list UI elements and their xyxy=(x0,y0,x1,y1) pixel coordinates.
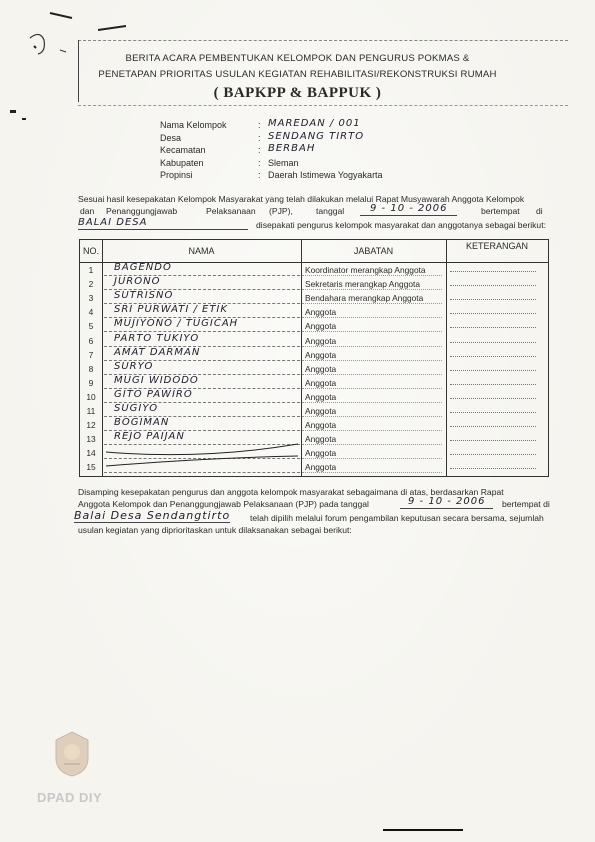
scan-bottom-mark xyxy=(383,829,463,831)
remarks-blank xyxy=(450,398,536,399)
table-row xyxy=(80,292,548,305)
member-name-handwritten: MUJIYONO / TUGICAH xyxy=(114,318,239,330)
paragraph-text: bertempat xyxy=(481,206,520,216)
table-row xyxy=(80,332,548,348)
remarks-blank xyxy=(450,271,536,272)
position-underline xyxy=(302,331,442,332)
member-position: Sekretaris merangkap Anggota xyxy=(305,279,420,290)
info-colon: : xyxy=(258,120,261,130)
remarks-blank xyxy=(450,327,536,328)
paragraph-text: Anggota Kelompok dan Penanggungjawab Pelaksanaan (PJP) pada tanggal xyxy=(78,499,369,509)
archive-seal-emblem xyxy=(50,730,94,778)
row-number: 3 xyxy=(88,293,94,304)
row-number: 13 xyxy=(86,434,96,445)
position-underline xyxy=(302,472,442,473)
position-underline xyxy=(302,388,442,389)
scan-mark xyxy=(22,118,26,120)
position-underline xyxy=(302,289,442,290)
info-colon: : xyxy=(258,145,261,156)
remarks-blank xyxy=(450,342,536,343)
member-name-handwritten: REJO PAIJAN xyxy=(114,431,185,443)
position-underline xyxy=(302,374,442,375)
priority-place-handwritten: Balai Desa Sendangtirto xyxy=(74,509,231,522)
member-name-handwritten: SRI PURWATI / ETIK xyxy=(114,304,228,316)
position-underline xyxy=(302,346,442,347)
member-position: Anggota xyxy=(305,406,337,416)
info-label: Kecamatan xyxy=(160,145,206,156)
table-row xyxy=(80,306,548,319)
remarks-blank xyxy=(450,356,536,357)
info-label: Nama Kelompok xyxy=(160,120,227,130)
member-position: Anggota xyxy=(305,391,337,402)
table-row xyxy=(80,320,548,333)
info-colon: : xyxy=(258,170,261,181)
member-name-handwritten: SURYO xyxy=(114,360,154,372)
member-position: Anggota xyxy=(305,363,337,374)
info-colon: : xyxy=(258,157,261,168)
remarks-blank xyxy=(450,285,536,286)
info-value-handwritten: MAREDAN / 001 xyxy=(268,118,361,129)
table-row xyxy=(80,374,548,390)
member-position: Anggota xyxy=(305,434,337,445)
row-number: 15 xyxy=(86,462,96,473)
member-name-handwritten: BOGIMAN xyxy=(114,417,170,429)
position-underline xyxy=(302,360,442,361)
meeting-place-handwritten: BALAI DESA xyxy=(78,217,248,230)
column-header-no: NO. xyxy=(82,246,99,256)
remarks-blank xyxy=(450,370,536,371)
member-name-handwritten: PARTO TUKIYO xyxy=(114,332,200,344)
header-title-line-3: ( BAPKPP & BAPPUK ) xyxy=(213,85,382,101)
remarks-blank xyxy=(450,299,536,300)
row-number: 10 xyxy=(86,391,96,402)
row-number: 5 xyxy=(88,321,94,332)
info-colon: : xyxy=(258,132,261,143)
row-number: 12 xyxy=(86,420,96,431)
paragraph-text: Penanggungjawab xyxy=(106,206,178,216)
info-label: Desa xyxy=(160,132,182,143)
row-number: 7 xyxy=(88,349,94,360)
column-header-keterangan: KETERANGAN xyxy=(465,241,528,251)
remarks-blank xyxy=(450,384,536,385)
table-row xyxy=(80,360,548,376)
row-number: 14 xyxy=(86,448,96,459)
row-number: 2 xyxy=(88,279,94,290)
table-row xyxy=(80,405,548,418)
row-number: 9 xyxy=(88,377,94,388)
table-row xyxy=(80,388,548,404)
position-underline xyxy=(302,444,442,445)
member-name-handwritten: BAGENDO xyxy=(114,262,172,273)
member-name-handwritten: SUGIYO xyxy=(114,403,159,414)
member-name-handwritten: MUGI WIDODO xyxy=(114,374,199,386)
paragraph-text: Sesuai hasil kesepakatan Kelompok Masyarakat yang telah dilakukan melalui Rapat Musyawarah Anggota Kelompok xyxy=(78,194,525,204)
row-number: 1 xyxy=(88,265,94,275)
header-title-line-2: PENETAPAN PRIORITAS USULAN KEGIATAN REHABILITASI/REKONSTRUKSI RUMAH xyxy=(98,69,497,80)
table-row xyxy=(80,264,548,277)
row-number: 4 xyxy=(88,307,94,318)
column-header-nama: NAMA xyxy=(188,246,215,256)
meeting-date-handwritten: 9 - 10 - 2006 xyxy=(360,203,457,216)
remarks-blank xyxy=(450,313,536,314)
paragraph-text: telah dipilih melalui forum pengambilan keputusan secara bersama, sejumlah xyxy=(250,513,544,523)
member-position: Koordinator merangkap Anggota xyxy=(305,265,426,275)
row-number: 11 xyxy=(86,406,96,416)
remarks-blank xyxy=(450,440,536,441)
position-underline xyxy=(302,430,442,431)
member-name-handwritten: SUTRISNO xyxy=(114,290,174,302)
position-underline xyxy=(302,458,442,459)
member-position: Anggota xyxy=(305,462,337,473)
position-underline xyxy=(302,303,442,304)
info-value: Sleman xyxy=(268,157,299,168)
paragraph-text: bertempat di xyxy=(502,499,550,509)
members-table xyxy=(79,239,549,477)
member-position: Anggota xyxy=(305,307,337,318)
paragraph-text: Pelaksanaan xyxy=(206,206,256,216)
row-number: 6 xyxy=(88,335,94,346)
paragraph-text: disepakati pengurus kelompok masyarakat dan anggotanya sebagai berikut: xyxy=(256,220,546,230)
info-value-handwritten: BERBAH xyxy=(268,143,316,155)
member-position: Anggota xyxy=(305,321,337,332)
paragraph-text: usulan kegiatan yang diprioritaskan untuk dilaksanakan sebagai berikut: xyxy=(78,525,352,535)
paragraph-text: Disamping kesepakatan pengurus dan anggota kelompok masyarakat sebagaimana di atas, berdasarkan Rapat xyxy=(78,487,504,497)
watermark-text: DPAD DIY xyxy=(37,790,103,805)
position-underline xyxy=(302,275,442,276)
member-position: Anggota xyxy=(305,349,337,360)
position-underline xyxy=(302,317,442,318)
paragraph-text: tanggal xyxy=(316,206,345,216)
scan-mark xyxy=(10,110,16,113)
header-title-line-1: BERITA ACARA PEMBENTUKAN KELOMPOK DAN PENGURUS POKMAS & xyxy=(125,53,470,64)
table-row xyxy=(80,419,548,432)
member-name-handwritten: AMAT DARMAN xyxy=(114,346,201,358)
member-position: Anggota xyxy=(305,420,337,431)
column-header-jabatan: JABATAN xyxy=(353,246,394,256)
paragraph-text: di xyxy=(536,206,543,216)
table-row xyxy=(80,346,548,362)
info-label: Propinsi xyxy=(160,170,193,181)
strike-through-scribble xyxy=(102,442,302,472)
paragraph-text: dan xyxy=(80,206,95,216)
remarks-blank xyxy=(450,468,536,469)
priority-date-handwritten: 9 - 10 - 2006 xyxy=(400,496,493,509)
info-value-handwritten: SENDANG TIRTO xyxy=(268,130,365,142)
row-number: 8 xyxy=(88,363,94,374)
remarks-blank xyxy=(450,412,536,413)
member-name-handwritten: GITO PAWIRO xyxy=(114,388,193,400)
member-position: Anggota xyxy=(305,377,337,388)
position-underline xyxy=(302,402,442,403)
member-name-handwritten: JURONO xyxy=(114,276,161,288)
name-underline xyxy=(104,472,300,473)
info-value: Daerah Istimewa Yogyakarta xyxy=(268,170,383,181)
member-position: Anggota xyxy=(305,335,337,346)
member-position: Bendahara merangkap Anggota xyxy=(305,293,424,304)
member-position: Anggota xyxy=(305,448,337,459)
remarks-blank xyxy=(450,426,536,427)
info-label: Kabupaten xyxy=(160,157,204,168)
remarks-blank xyxy=(450,454,536,455)
paragraph-text: (PJP), xyxy=(269,206,293,216)
position-underline xyxy=(302,416,442,417)
table-row xyxy=(80,278,548,291)
